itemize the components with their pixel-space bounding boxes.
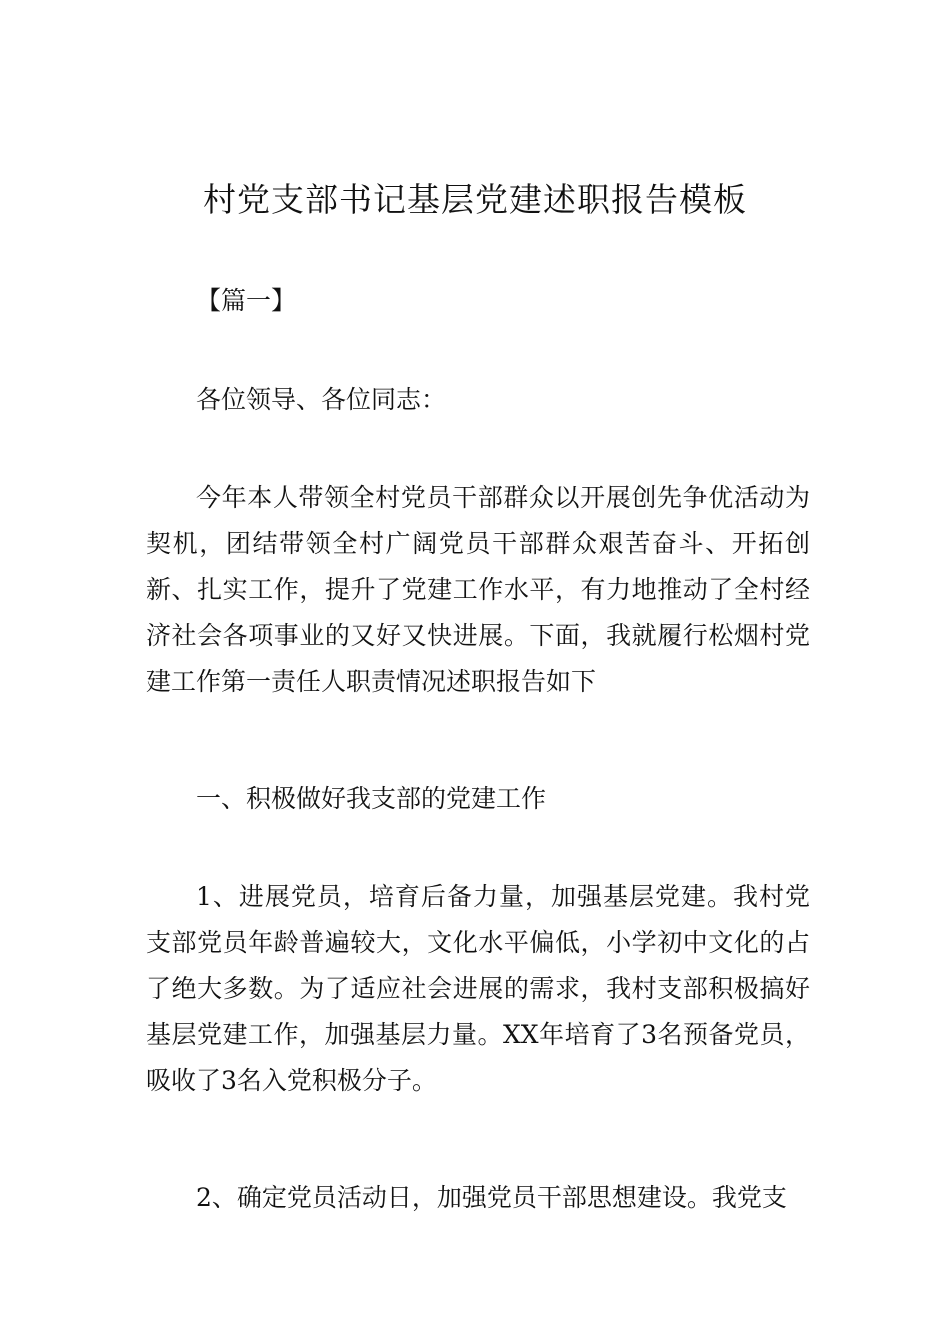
paragraph-item-2: 2、确定党员活动日，加强党员干部思想建设。我党支: [196, 1183, 787, 1212]
document-title: 村党支部书记基层党建述职报告模板: [203, 180, 747, 219]
greeting-paragraph: 各位领导、各位同志：: [196, 385, 447, 414]
paragraph-item-1: 1、进展党员，培育后备力量，加强基层党建。我村党支部党员年龄普遍较大，文化水平偏低，小学初中文化的占了绝大多数。为了适应社会进展的需求，我村支部积极搞好基层党建工作，加强基层力量。XX年培育了3名预备党员，吸收了3名入党积极分子。: [146, 882, 810, 1095]
section-heading-1: 一、积极做好我支部的党建工作: [196, 784, 547, 813]
intro-paragraph: 今年本人带领全村党员干部群众以开展创先争优活动为契机，团结带领全村广阔党员干部群众艰苦奋斗、开拓创新、扎实工作，提升了党建工作水平，有力地推动了全村经济社会各项事业的又好又快进展。下面，我就履行松烟村党建工作第一责任人职责情况述职报告如下: [146, 483, 810, 696]
section-label: 【篇一】: [196, 286, 297, 315]
